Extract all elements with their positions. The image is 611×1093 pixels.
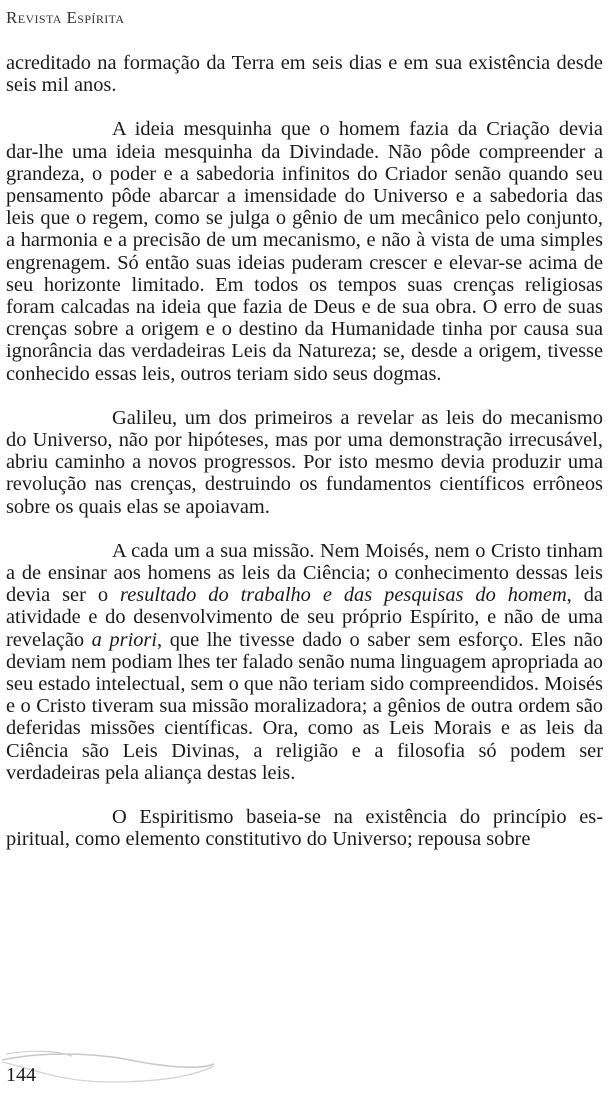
paragraph-4-part-c: , que lhe tivesse dado o saber sem esforço. Eles não deviam nem podiam lhes ter falado senão numa linguagem apropriada ao seu estado intelectual, sem o que não teriam sido compreendidos. Moisés e o Cristo tiveram sua missão moralizadora; a gênios de outra ordem são deferidas missões científicas. Ora, como as Leis Morais e as leis da Ciência são Leis Divinas, a religião e a filosofia só podem ser verdadeiras pela aliança destas leis. bbox=[6, 628, 603, 784]
paragraph-4-part-a: A cada um a sua missão. Nem Moisés, nem o Cristo tinham a de ensinar aos homens as leis da Ciência; o conhecimento dessas leis devia ser o bbox=[6, 539, 603, 607]
page-number: 144 bbox=[6, 1064, 36, 1086]
paragraph-4-part-b: , da atividade e do desenvolvimento de seu próprio Espírito, e não de uma revelação bbox=[6, 584, 603, 651]
body-text bbox=[6, 52, 603, 873]
paragraph-4 bbox=[6, 540, 603, 784]
running-head: Revista Espírita bbox=[6, 8, 125, 27]
paragraph-4-italic-1: resultado do trabalho e das pesquisas do homem bbox=[120, 584, 567, 607]
paragraph-3: Galileu, um dos primeiros a revelar as leis do mecanismo do Universo, não por hipóteses, mas por uma demonstração irrecusável, abriu caminho a novos progressos. Por isto mesmo devia produzir uma revolução nas crenças, destruindo os fundamentos científicos errôneos sobre os quais elas se apoiavam. bbox=[6, 406, 603, 518]
paragraph-4-italic-2: a priori bbox=[91, 628, 158, 651]
paragraph-1: acreditado na formação da Terra em seis dias e em sua existência desde seis mil anos. bbox=[6, 52, 603, 97]
paragraph-2: A ideia mesquinha que o homem fazia da Criação devia dar-lhe uma ideia mesquinha da Divindade. Não pôde compreender a grandeza, o poder e a sabedoria infinitos do Criador senão quando seu pensamento pôde abarcar a imensidade do Universo e a sabedoria das leis que o regem, como se julga o gênio de um mecânico pelo conjunto, a harmonia e a precisão de um mecanismo, e não à vista de uma simples engrenagem. Só então suas ideias puderam crescer e elevar-se acima de seu horizonte limitado. Em todos os tempos suas crenças religiosas foram calcadas na ideia que fazia de Deus e de sua obra. O erro de suas crenças sobre a origem e o destino da Humanidade tinha por causa sua ignorância das verdadeiras Leis da Natureza; se, desde a origem, tivesse conhecido essas leis, outros teriam sido seus dogmas. bbox=[6, 118, 603, 385]
paragraph-5: O Espiritismo baseia-se na existência do princípio espiritual, como elemento constitutivo do Universo; repousa sobre bbox=[6, 806, 603, 851]
